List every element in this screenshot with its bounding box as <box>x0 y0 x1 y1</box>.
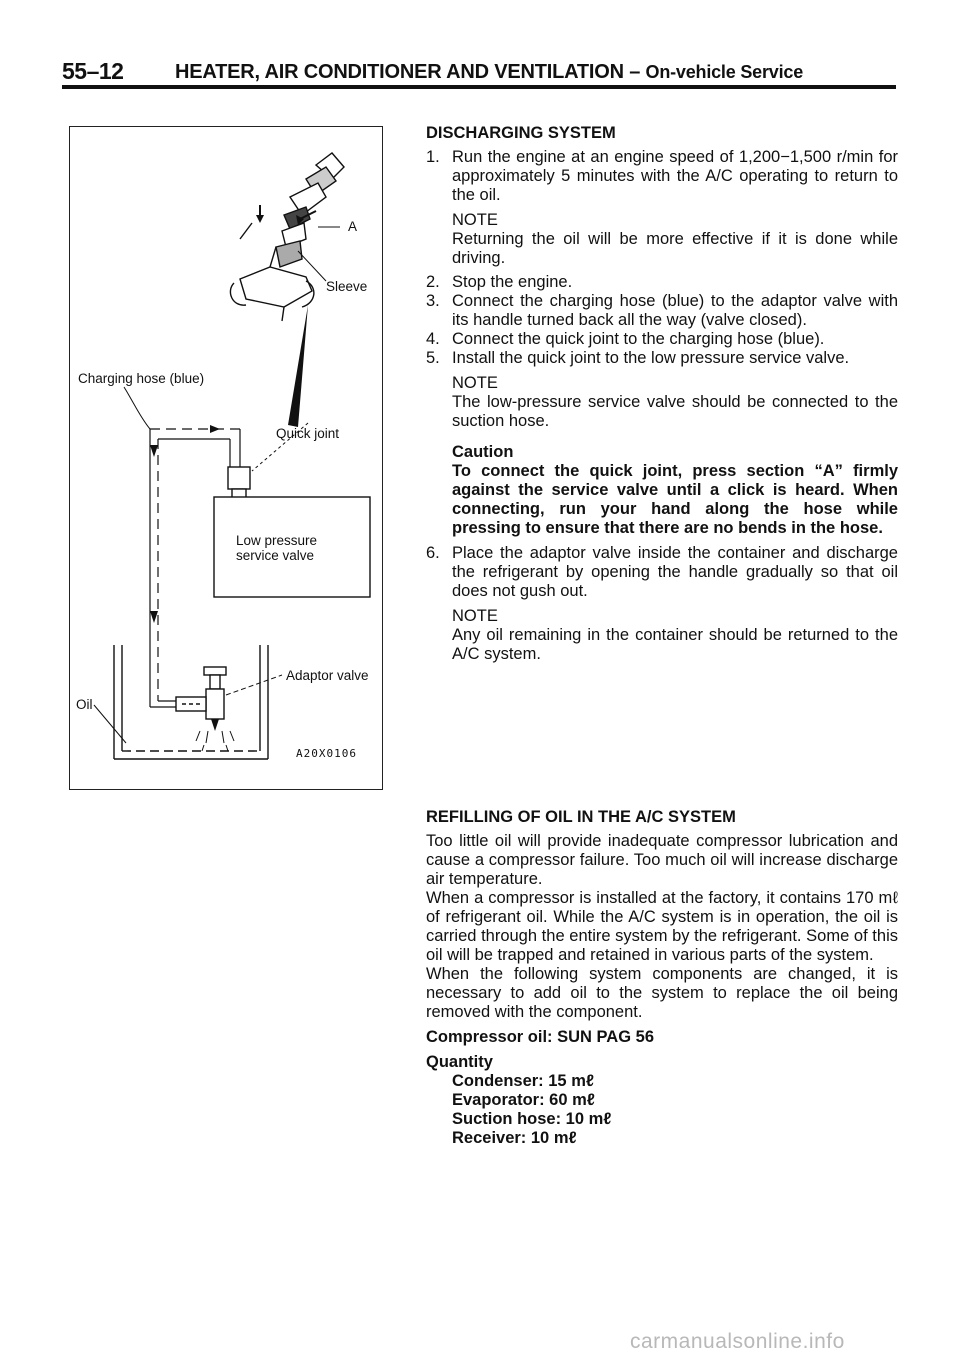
step-1 <box>426 148 898 205</box>
compressor-oil-spec: Compressor oil: SUN PAG 56 <box>426 1028 654 1046</box>
note-2-text: The low-pressure service valve should be connected to the suction hose. <box>452 393 898 430</box>
step-3-number: 3. <box>426 292 440 310</box>
label-quick-joint: Quick joint <box>276 426 340 441</box>
label-low-pressure-1: Low pressure <box>236 533 318 548</box>
quantity-condenser: Condenser: 15 mℓ <box>452 1072 594 1090</box>
step-5 <box>426 349 898 368</box>
discharge-diagram-drawing <box>70 127 382 789</box>
step-2 <box>426 273 898 292</box>
step-4-number: 4. <box>426 330 440 348</box>
refilling-para-3: When the following system components are changed, it is necessary to add oil to the system to replace the oil being removed with the component. <box>426 965 898 1021</box>
refilling-para-2: When a compressor is installed at the factory, it contains 170 mℓ of refrigerant oil. While the A/C system is in operation, the oil is carried through the entire system by the refrigerant. Some of this oil will be trapped and retained in various parts of the system. <box>426 889 898 964</box>
page-header <box>62 58 896 84</box>
adaptor-valve <box>176 667 226 719</box>
section-title: HEATER, AIR CONDITIONER AND VENTILATION <box>175 61 624 83</box>
page-number: 55–12 <box>62 58 124 84</box>
section-subtitle: On-vehicle Service <box>645 62 804 82</box>
label-low-pressure-2: service valve <box>236 548 315 563</box>
quantity-receiver: Receiver: 10 mℓ <box>452 1129 577 1147</box>
quantity-evaporator: Evaporator: 60 mℓ <box>452 1091 595 1109</box>
note-1-label: NOTE <box>452 211 498 229</box>
note-3-text: Any oil remaining in the container should be returned to the A/C system. <box>452 626 898 663</box>
note-1-text: Returning the oil will be more effective if it is done while driving. <box>452 230 898 267</box>
step-2-text: Stop the engine. <box>452 273 573 291</box>
step-4-text: Connect the quick joint to the charging hose (blue). <box>452 330 825 348</box>
quantity-label: Quantity <box>426 1053 493 1071</box>
step-5-text: Install the quick joint to the low pressure service valve. <box>452 349 850 367</box>
step-6-text: Place the adaptor valve inside the container and discharge the refrigerant by opening the handle gradually so that oil does not gush out. <box>452 544 898 600</box>
label-sleeve: Sleeve <box>326 279 368 294</box>
caution-text: To connect the quick joint, press section “A” firmly against the service valve until a click is heard. When connecting, run your hand along the hose while pressing to ensure that there are no bends in the hose. <box>452 462 898 537</box>
discharge-diagram <box>69 126 383 790</box>
header-rule <box>62 85 896 89</box>
refilling-para-1: Too little oil will provide inadequate compressor lubrication and cause a compressor failure. Too much oil will increase discharge air temperature. <box>426 832 898 888</box>
step-5-number: 5. <box>426 349 440 367</box>
label-charging-hose: Charging hose (blue) <box>78 371 205 386</box>
refilling-heading: REFILLING OF OIL IN THE A/C SYSTEM <box>426 808 736 826</box>
step-2-number: 2. <box>426 273 440 291</box>
figure-code: A20X0106 <box>296 747 357 760</box>
quantity-suction-hose: Suction hose: 10 mℓ <box>452 1110 612 1128</box>
label-a: A <box>348 219 358 234</box>
step-3 <box>426 292 898 330</box>
oil-spray <box>196 731 234 751</box>
step-6 <box>426 544 898 601</box>
note-3-label: NOTE <box>452 607 498 625</box>
note-2-label: NOTE <box>452 374 498 392</box>
quick-joint-coupler <box>230 153 344 321</box>
discharging-heading: DISCHARGING SYSTEM <box>426 124 616 142</box>
label-adaptor-valve: Adaptor valve <box>286 668 369 683</box>
page-title <box>175 61 803 84</box>
label-oil: Oil <box>76 697 93 712</box>
discharging-section <box>426 124 898 664</box>
step-4 <box>426 330 898 349</box>
step-3-text: Connect the charging hose (blue) to the adaptor valve with its handle turned back all the way (valve closed). <box>452 292 898 329</box>
step-6-number: 6. <box>426 544 440 562</box>
step-1-number: 1. <box>426 148 440 166</box>
title-dash: – <box>623 61 646 83</box>
refilling-section <box>426 808 898 1148</box>
step-1-text: Run the engine at an engine speed of 1,200−1,500 r/min for approximately 5 minutes with the A/C operating to return to the oil. <box>452 148 898 204</box>
caution-label: Caution <box>452 443 514 461</box>
watermark: carmanualsonline.info <box>630 1330 845 1353</box>
